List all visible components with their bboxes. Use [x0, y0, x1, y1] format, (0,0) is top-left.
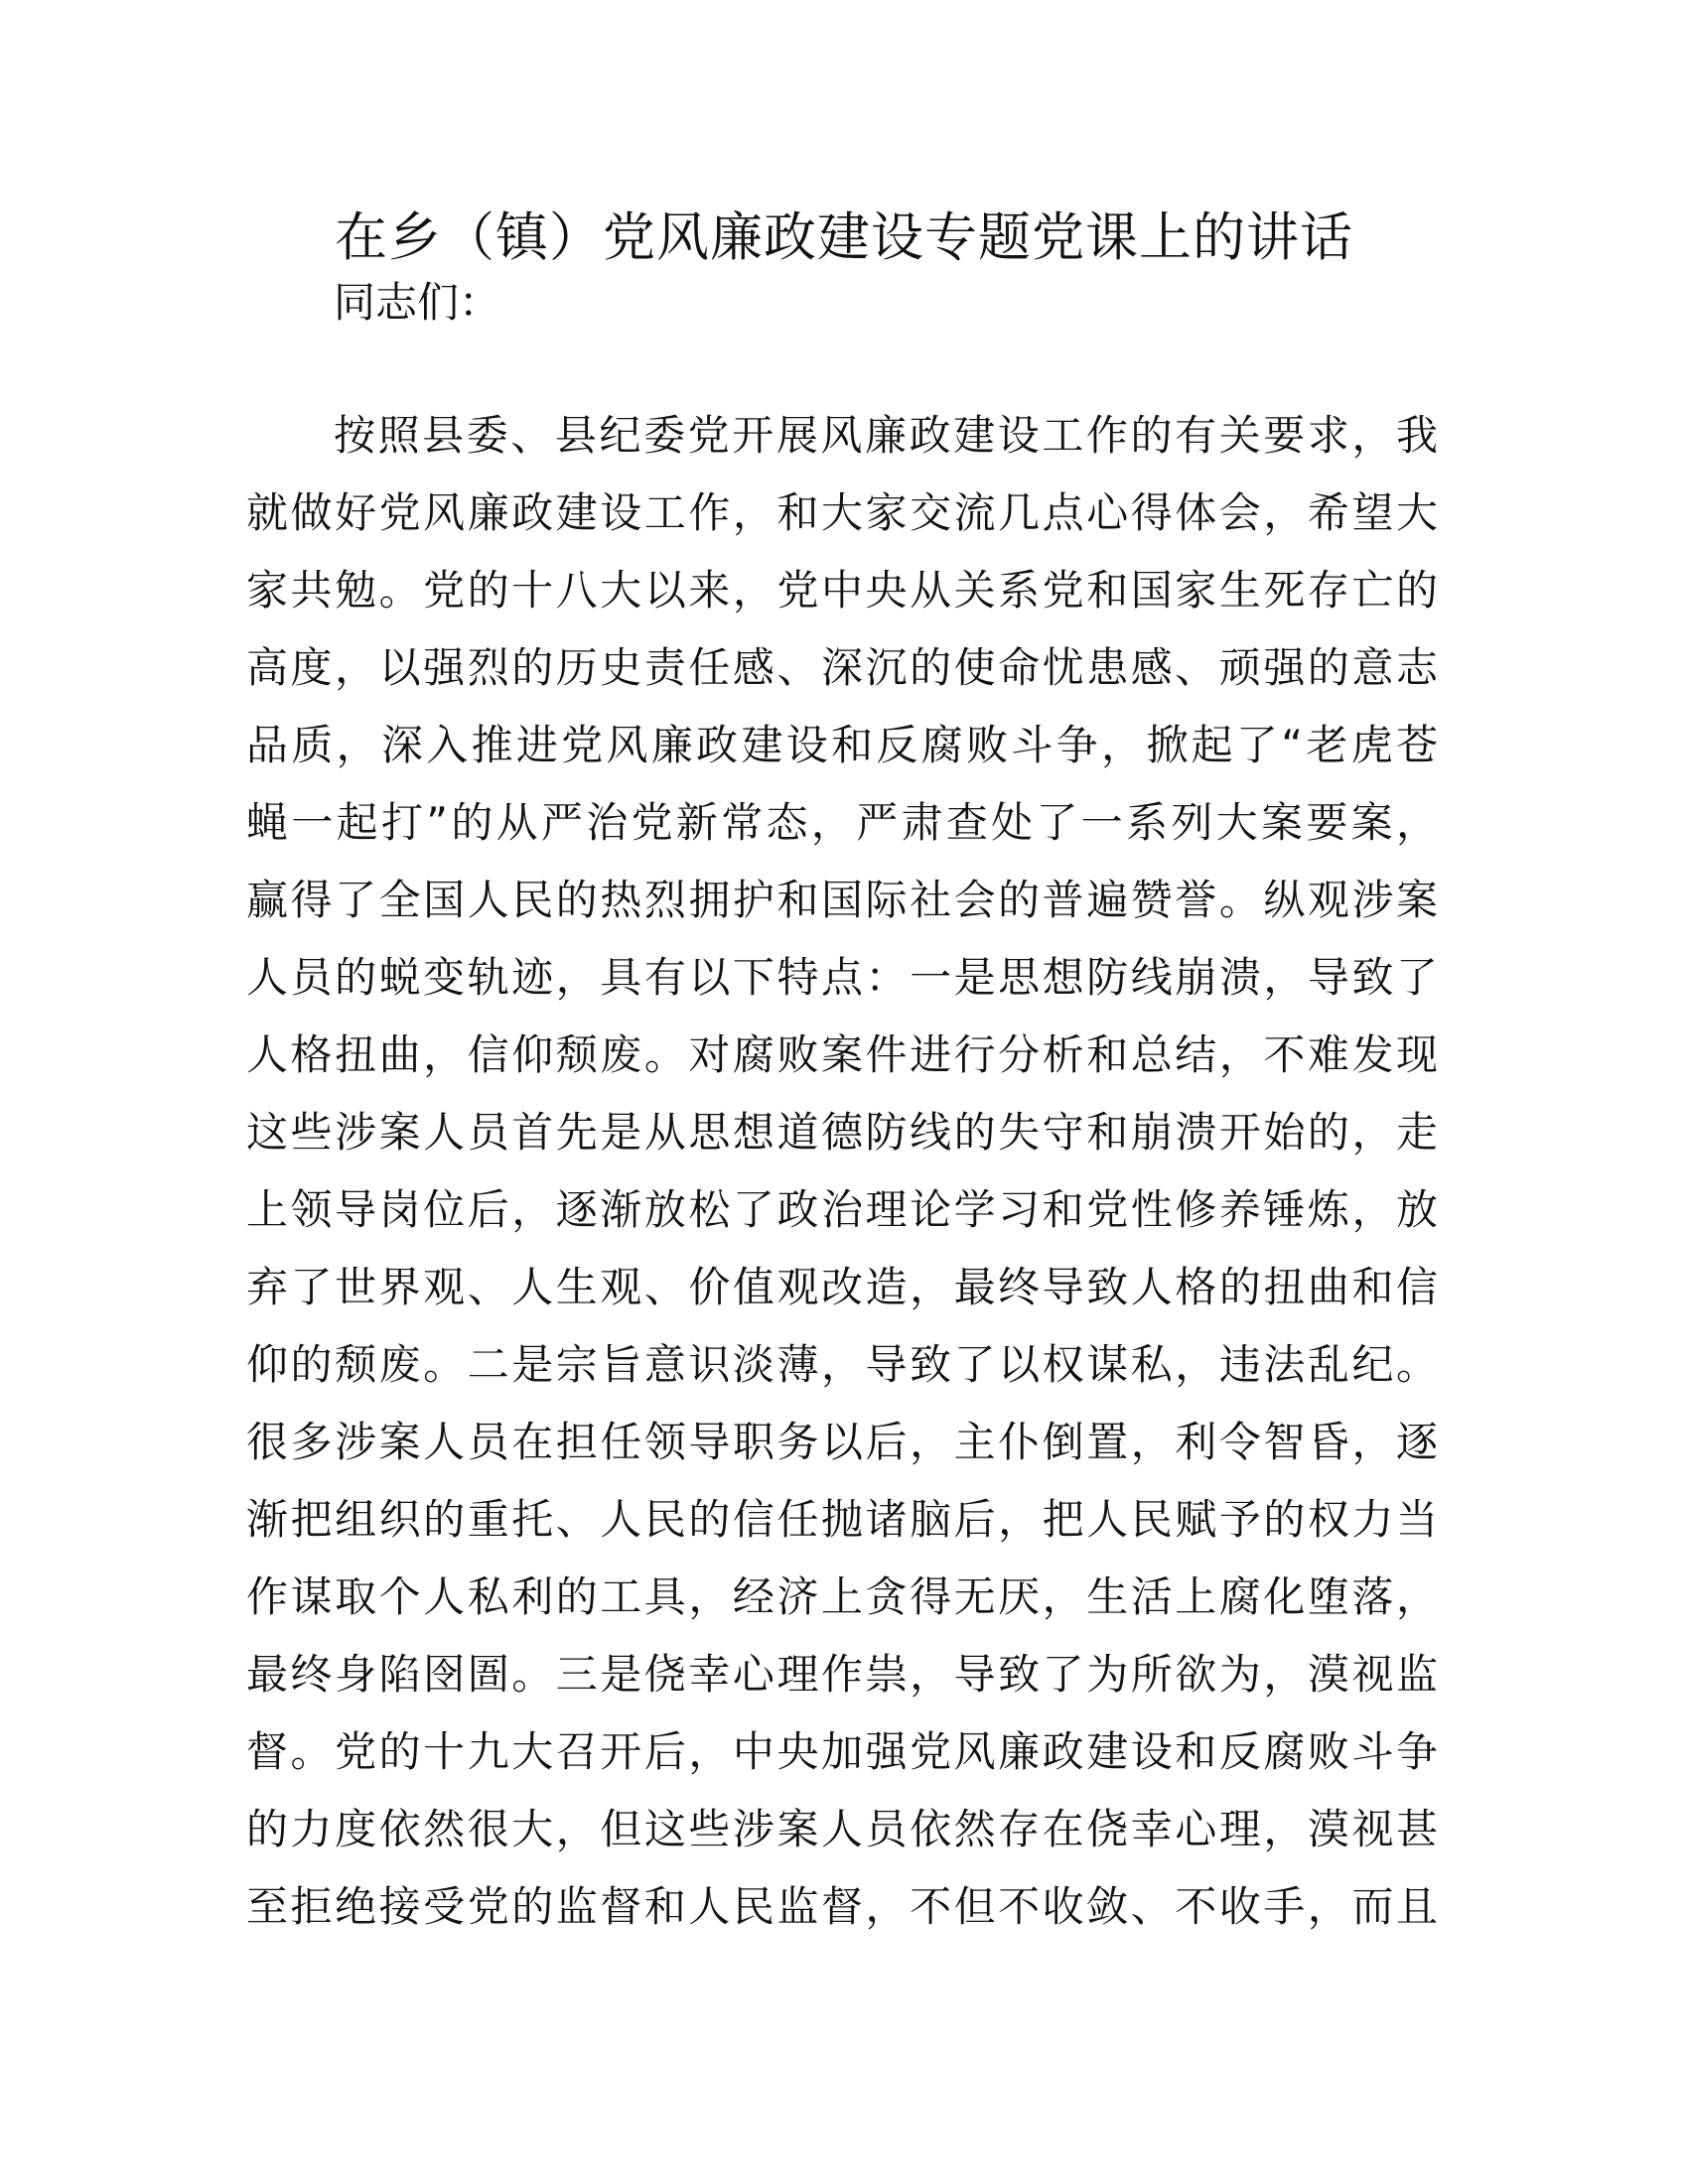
body-line: 赢得了全国人民的热烈拥护和国际社会的普遍赞誉。纵观涉案 — [246, 876, 1438, 924]
body-line: 这些涉案人员首先是从思想道德防线的失守和崩溃开始的，走 — [246, 1108, 1438, 1157]
document-title: 在乡（镇）党风廉政建设专题党课上的讲话 — [335, 207, 1353, 268]
body-line: 渐把组织的重托、人民的信任抛诸脑后，把人民赋予的权力当 — [246, 1495, 1438, 1544]
body-line: 高度，以强烈的历史责任感、深沉的使命忧患感、顽强的意志 — [246, 643, 1438, 692]
body-line: 弃了世界观、人生观、价值观改造，最终导致人格的扭曲和信 — [246, 1263, 1438, 1311]
body-line: 督。党的十九大召开后，中央加强党风廉政建设和反腐败斗争 — [246, 1727, 1438, 1776]
body-line: 人格扭曲，信仰颓废。对腐败案件进行分析和总结，不难发现 — [246, 1030, 1438, 1079]
body-line: 最终身陷囹圄。三是侥幸心理作祟，导致了为所欲为，漠视监 — [246, 1650, 1438, 1699]
body-line: 家共勉。党的十八大以来，党中央从关系党和国家生死存亡的 — [246, 566, 1438, 614]
body-line: 至拒绝接受党的监督和人民监督，不但不收敛、不收手，而且 — [246, 1882, 1438, 1931]
body-line: 品质，深入推进党风廉政建设和反腐败斗争，掀起了“老虎苍 — [246, 721, 1438, 769]
body-line: 就做好党风廉政建设工作，和大家交流几点心得体会，希望大 — [246, 488, 1438, 537]
body-line: 仰的颓废。二是宗旨意识淡薄，导致了以权谋私，违法乱纪。 — [246, 1340, 1438, 1389]
body-line: 按照县委、县纪委党开展风廉政建设工作的有关要求，我 — [334, 411, 1438, 460]
salutation: 同志们： — [334, 278, 501, 327]
body-line: 人员的蜕变轨迹，具有以下特点：一是思想防线崩溃，导致了 — [246, 953, 1438, 1002]
body-line: 很多涉案人员在担任领导职务以后，主仆倒置，利令智昏，逐 — [246, 1418, 1438, 1466]
body-line: 的力度依然很大，但这些涉案人员依然存在侥幸心理，漠视甚 — [246, 1805, 1438, 1853]
body-line: 作谋取个人私利的工具，经济上贪得无厌，生活上腐化堕落， — [246, 1572, 1438, 1621]
body-paragraph — [246, 397, 1438, 1946]
body-line: 上领导岗位后，逐渐放松了政治理论学习和党性修养锤炼，放 — [246, 1185, 1438, 1234]
body-line: 蝇一起打”的从严治党新常态，严肃查处了一系列大案要案， — [246, 798, 1438, 847]
